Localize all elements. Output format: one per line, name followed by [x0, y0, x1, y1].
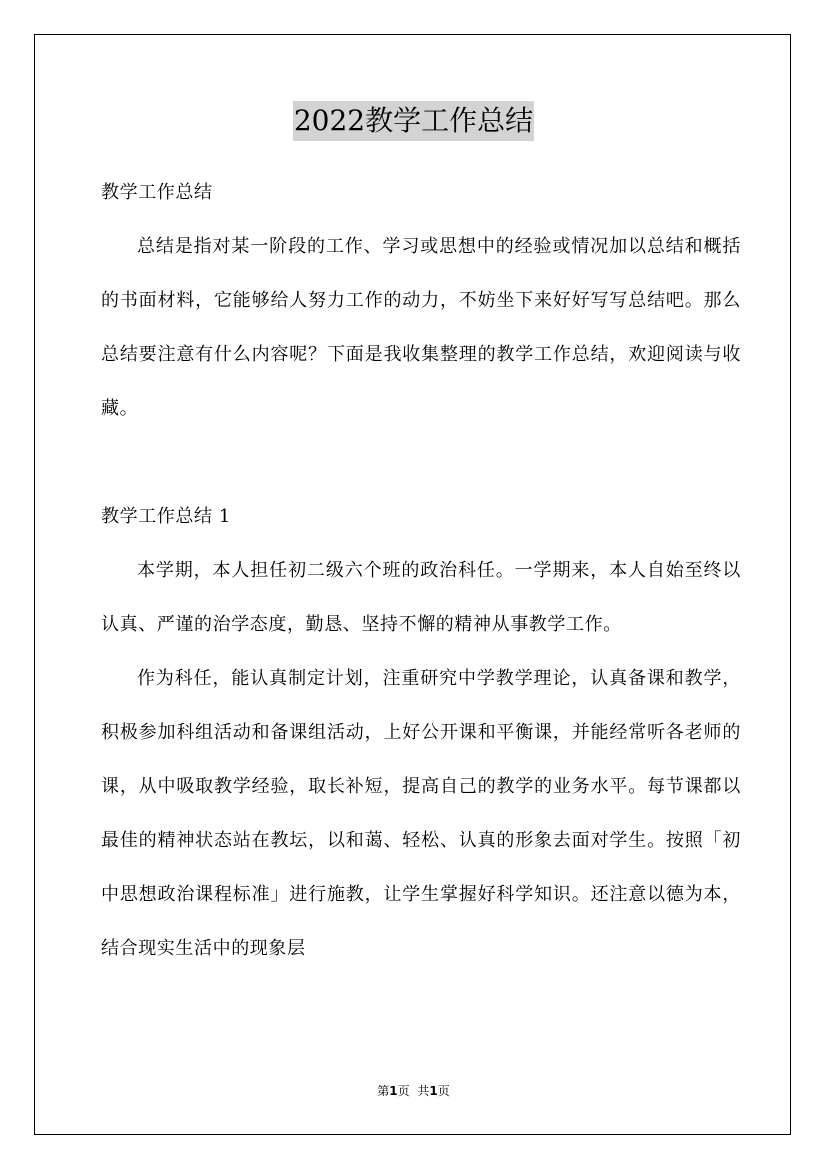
footer-page-suffix: 页	[397, 1084, 410, 1098]
footer-page-number: 1	[389, 1084, 398, 1098]
section1-paragraph-2: 作为科任，能认真制定计划，注重研究中学教学理论，认真备课和教学，积极参加科组活动和备课组活动，上好公开课和平衡课，并能经常听各老师的课，从中吸取教学经验，取长补短，提高自己的教学的业务水平。每节课都以最佳的精神状态站在教坛，以和蔼、轻松、认真的形象去面对学生。按照「初中思想政治课程标准」进行施教，让学生掌握好科学知识。还注意以德为本，结合现实生活中的现象层	[101, 668, 741, 959]
footer-total-prefix: 共	[417, 1084, 430, 1098]
footer-total-suffix: 页	[437, 1084, 450, 1098]
footer-page-prefix: 第	[377, 1084, 390, 1098]
intro-heading: 教学工作总结	[101, 182, 213, 203]
blank-line	[101, 436, 741, 490]
document-title: 2022教学工作总结	[293, 101, 534, 141]
section1-heading: 教学工作总结 1	[101, 506, 231, 527]
footer-total-number: 1	[429, 1084, 438, 1098]
section1-paragraph-1: 本学期，本人担任初二级六个班的政治科任。一学期来，本人自始至终以认真、严谨的治学态度，勤恳、坚持不懈的精神从事教学工作。	[101, 560, 741, 635]
page-footer	[0, 1083, 827, 1099]
title-container	[0, 101, 827, 141]
document-body	[101, 166, 741, 976]
intro-paragraph: 总结是指对某一阶段的工作、学习或思想中的经验或情况加以总结和概括的书面材料，它能够给人努力工作的动力，不妨坐下来好好写写总结吧。那么总结要注意有什么内容呢？下面是我收集整理的教学工作总结，欢迎阅读与收藏。	[101, 236, 741, 419]
